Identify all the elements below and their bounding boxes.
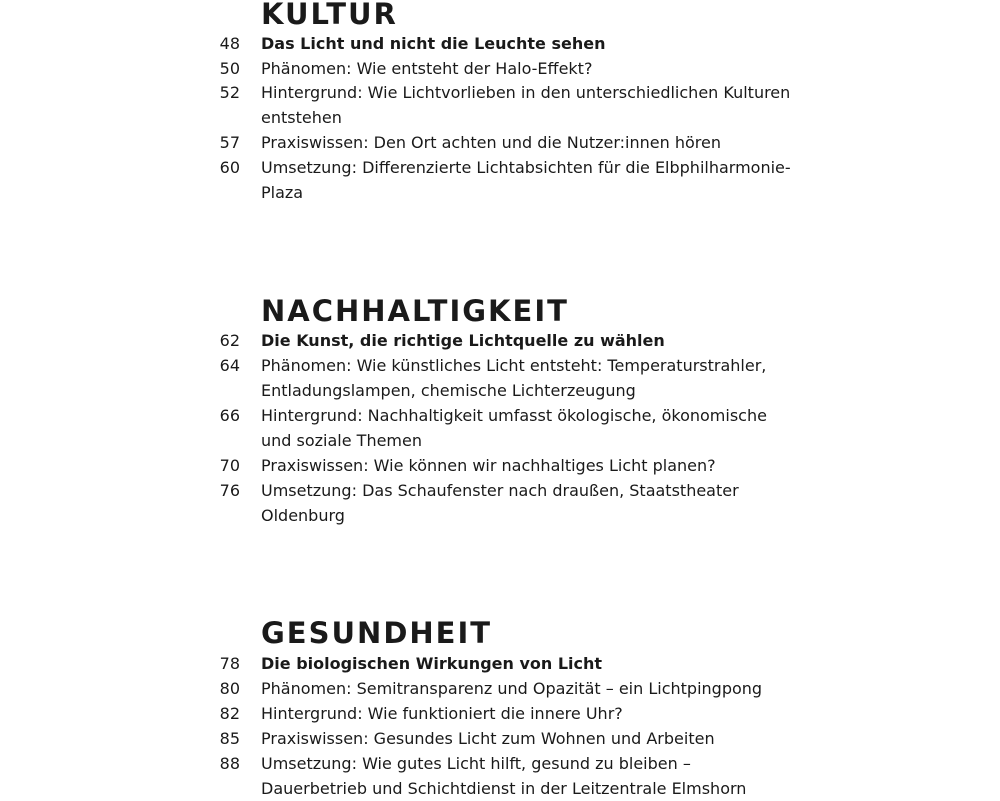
page-number: 64 [219,356,240,375]
page-number: 57 [219,133,240,152]
entry-title: Umsetzung: Differenzierte Lichtabsichten für die Elbphilharmonie-Plaza [261,158,791,202]
page-number: 88 [219,754,240,773]
section-title: NACHHALTIGKEIT [261,294,569,328]
entry-title: Praxiswissen: Den Ort achten und die Nutzer:innen hören [261,133,721,152]
page-number: 76 [219,481,240,500]
entry-title: Umsetzung: Das Schaufenster nach draußen, Staatstheater Oldenburg [261,481,739,525]
entry-title: Phänomen: Wie künstliches Licht entsteht: Temperaturstrahler, Entladungslampen, chemische Lichterzeugung [261,356,767,400]
page-number: 52 [219,83,240,102]
entry-title: Phänomen: Wie entsteht der Halo-Effekt? [261,59,593,78]
entry-title: Das Licht und nicht die Leuchte sehen [261,34,606,53]
page-number: 60 [219,158,240,177]
page-number: 62 [219,331,240,350]
entry-title: Umsetzung: Wie gutes Licht hilft, gesund zu bleiben – Dauerbetrieb und Schichtdienst in der Leitzentrale Elmshorn [261,754,747,798]
page-number: 78 [219,654,240,673]
entry-title: Die Kunst, die richtige Lichtquelle zu wählen [261,331,665,350]
page-number: 80 [219,679,240,698]
entry-title: Praxiswissen: Gesundes Licht zum Wohnen und Arbeiten [261,729,715,748]
entry-title: Hintergrund: Wie Lichtvorlieben in den unterschiedlichen Kulturen entstehen [261,83,791,127]
entry-title: Praxiswissen: Wie können wir nachhaltiges Licht planen? [261,456,716,475]
page-number: 82 [219,704,240,723]
page-number: 48 [219,34,240,53]
page-number: 85 [219,729,240,748]
entry-title: Phänomen: Semitransparenz und Opazität – ein Lichtpingpong [261,679,763,698]
section-title: KULTUR [261,0,398,31]
page-number: 66 [219,406,240,425]
page-number: 50 [219,59,240,78]
section-title: GESUNDHEIT [261,616,493,650]
entry-title: Hintergrund: Wie funktioniert die innere Uhr? [261,704,623,723]
entry-title: Die biologischen Wirkungen von Licht [261,654,603,673]
page-number: 70 [219,456,240,475]
entry-title: Hintergrund: Nachhaltigkeit umfasst ökologische, ökonomische und soziale Themen [261,406,767,450]
